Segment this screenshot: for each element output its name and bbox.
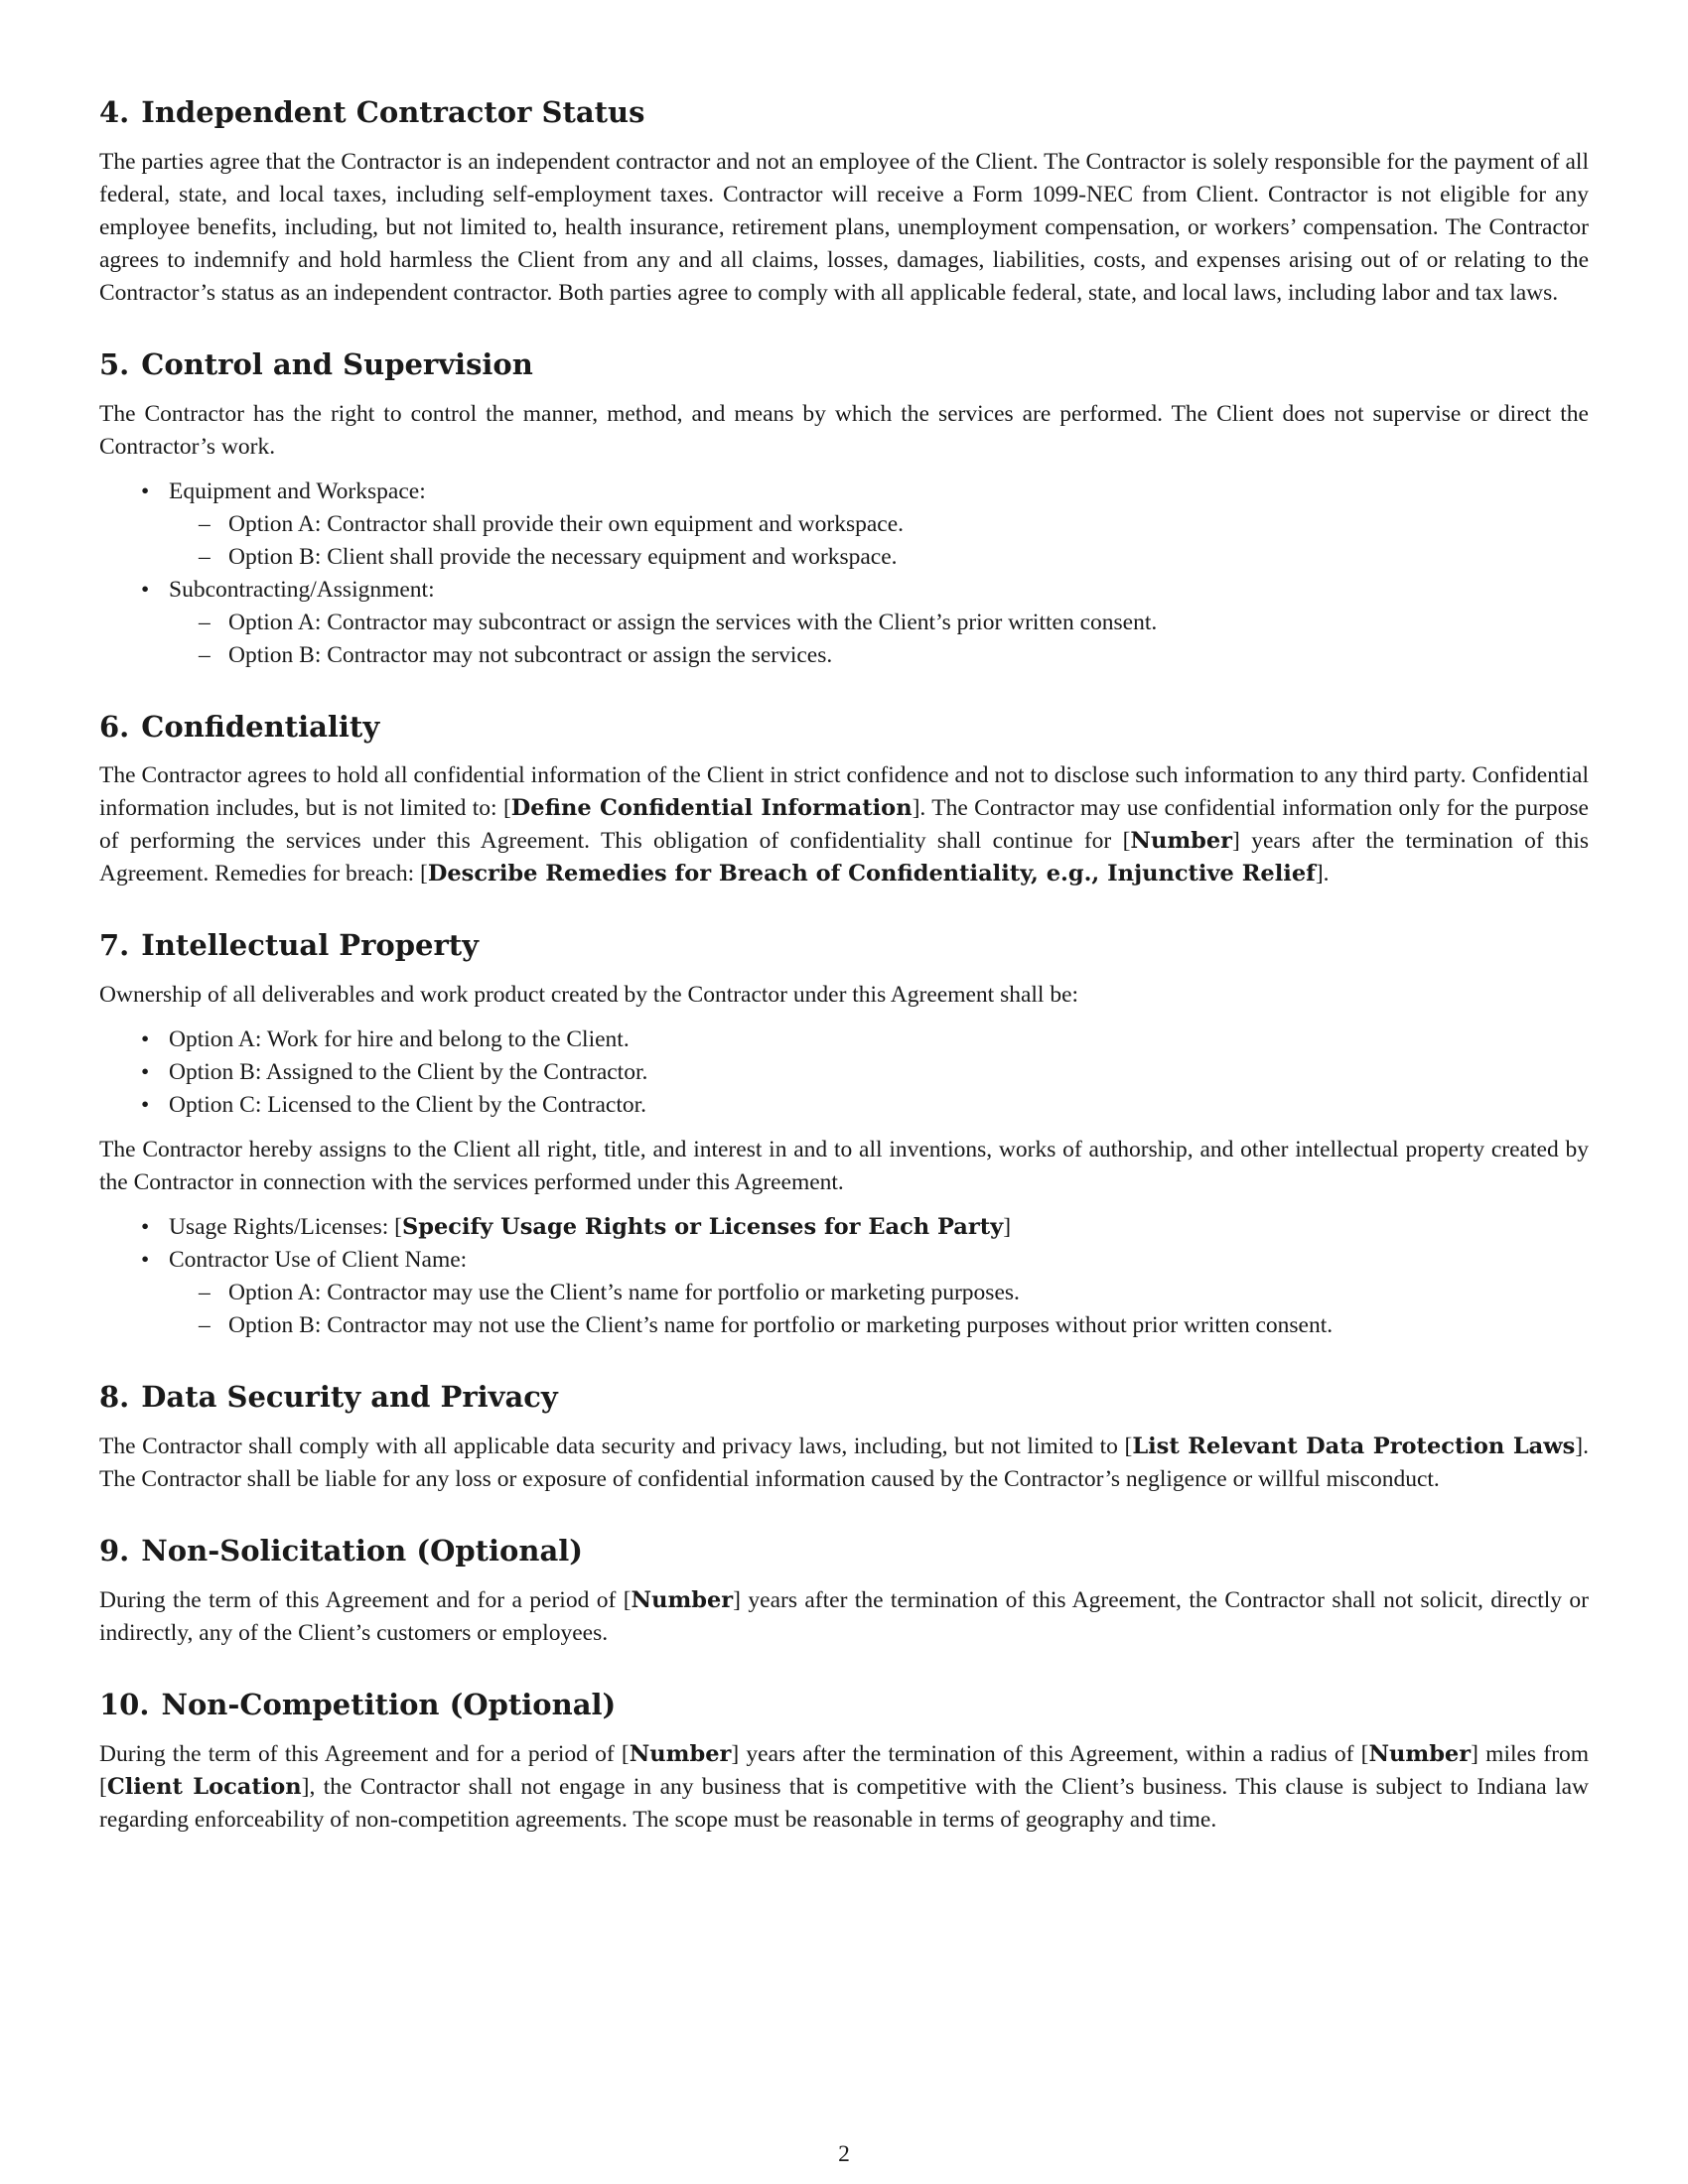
list-item (99, 476, 1589, 574)
section-number: 7. (99, 928, 130, 963)
text-run: During the term of this Agreement and for a period of [ (99, 1740, 630, 1767)
placeholder-field: Number (1368, 1740, 1472, 1767)
section-paragraph (99, 1584, 1589, 1650)
text-run: The Contractor shall comply with all applicable data security and privacy laws, including, but not limited to [ (99, 1433, 1133, 1459)
placeholder-field: Define Confidential Information (510, 795, 913, 822)
list-item-label: Subcontracting/Assignment: (169, 576, 435, 603)
placeholder-field: List Relevant Data Protection Laws (1132, 1433, 1576, 1459)
text-run: ] years after the termination of this Agreement, within a radius of [ (731, 1740, 1369, 1767)
section-title: Confidentiality (141, 709, 380, 744)
text-run: ] (1003, 1214, 1012, 1241)
sub-list-item-text: Option B: Contractor may not subcontract or assign the services. (228, 641, 833, 668)
dash-icon: – (199, 510, 211, 537)
section-independent-contractor-status (99, 95, 1589, 310)
text-run: The Contractor agrees to hold all confidential information of the Client in strict confidence and not to disclose such information to any third party. Confidential information includes, but is not limited to: [ (99, 762, 1589, 822)
section-paragraph: The Contractor has the right to control the manner, method, and means by which the services are performed. The Client does not supervise or direct the Contractor’s work. (99, 400, 1589, 460)
text-run: ] years after the termination of this Agreement, the Contractor shall not solicit, directly or indirectly, any of the Client’s customers or employees. (99, 1586, 1589, 1646)
list-item-label: Equipment and Workspace: (169, 478, 426, 504)
placeholder-field: Number (1130, 828, 1233, 855)
sub-list-item (169, 508, 1589, 541)
text-run: ]. The Contractor may use confidential information only for the purpose of performing the services under this Agreement. This obligation of confidentiality shall continue for [ (99, 795, 1589, 855)
bullet-icon: • (141, 1059, 150, 1086)
section-number: 8. (99, 1380, 130, 1415)
section-title: Control and Supervision (141, 346, 533, 381)
sub-list-item-text: Option A: Contractor may subcontract or assign the services with the Client’s prior written consent. (228, 609, 1158, 635)
sub-list-item (169, 1277, 1589, 1309)
section-non-competition (99, 1688, 1589, 1837)
section-paragraph (99, 1431, 1589, 1496)
text-run: ], the Contractor shall not engage in any business that is competitive with the Client’s business. This clause is subject to Indiana law regarding enforceability of non-competition agreements. The scope must be reasonable in terms of geography and time. (99, 1773, 1589, 1833)
text-run: ]. The Contractor shall be liable for any loss or exposure of confidential information caused by the Contractor’s negligence or willful misconduct. (99, 1433, 1589, 1492)
section-heading (99, 710, 1589, 745)
sub-list-item (169, 1309, 1589, 1342)
dash-icon: – (199, 543, 211, 570)
dash-icon: – (199, 641, 211, 668)
list-item-label: Option A: Work for hire and belong to the Client. (169, 1026, 630, 1053)
bullet-icon: • (141, 1247, 150, 1274)
list-item (99, 1024, 1589, 1056)
section-heading (99, 347, 1589, 382)
list-item (99, 1244, 1589, 1342)
sub-list-item (169, 607, 1589, 639)
section-paragraph: The parties agree that the Contractor is an independent contractor and not an employee of the Client. The Contractor is solely responsible for the payment of all federal, state, and local taxes, including self-employment taxes. Contractor will receive a Form 1099-NEC from Client. Contractor is not eligible for any employee benefits, including, but not limited to, health insurance, retirement plans, unemployment compensation, or workers’ compensation. The Contractor agrees to indemnify and hold harmless the Client from any and all claims, losses, damages, liabilities, costs, and expenses arising out of or relating to the Contractor’s status as an independent contractor. Both parties agree to comply with all applicable federal, state, and local laws, including labor and tax laws. (99, 148, 1589, 306)
document-body (99, 95, 1589, 1874)
sub-list-item-text: Option A: Contractor may use the Client’s name for portfolio or marketing purposes. (228, 1280, 1020, 1306)
placeholder-field: Describe Remedies for Breach of Confidentiality, e.g., Injunctive Relief (427, 861, 1316, 887)
list-item-label: Contractor Use of Client Name: (169, 1247, 468, 1274)
placeholder-field: Client Location (106, 1773, 302, 1800)
text-run: ]. (1315, 861, 1330, 887)
sub-list-item (169, 639, 1589, 672)
section-number: 6. (99, 709, 130, 744)
section-title: Intellectual Property (141, 928, 479, 963)
bullet-icon: • (141, 1214, 150, 1241)
dash-icon: – (199, 609, 211, 635)
section-number: 9. (99, 1533, 130, 1568)
section-number: 5. (99, 346, 130, 381)
sub-list (169, 607, 1589, 672)
text-run: Usage Rights/Licenses: [ (169, 1214, 402, 1241)
section-confidentiality (99, 710, 1589, 891)
sub-list (169, 508, 1589, 574)
list-item-label: Option C: Licensed to the Client by the Contractor. (169, 1092, 647, 1119)
section-control-and-supervision (99, 347, 1589, 672)
section-heading (99, 928, 1589, 963)
section-paragraph (99, 759, 1589, 890)
section-number: 4. (99, 95, 130, 129)
section-paragraph: Ownership of all deliverables and work product created by the Contractor under this Agreement shall be: (99, 982, 1079, 1009)
section-title: Non-Solicitation (Optional) (141, 1533, 583, 1568)
placeholder-field: Specify Usage Rights or Licenses for Each Party (401, 1214, 1004, 1241)
list-item (99, 1211, 1589, 1244)
text-run: ] miles from [ (99, 1740, 1589, 1800)
section-title: Non-Competition (Optional) (161, 1687, 617, 1721)
bullet-icon: • (141, 1026, 150, 1053)
bullet-icon: • (141, 576, 150, 603)
list-item (99, 1089, 1589, 1122)
section-paragraph: The Contractor hereby assigns to the Client all right, title, and interest in and to all inventions, works of authorship, and other intellectual property created by the Contractor in connection with the services performed under this Agreement. (99, 1137, 1589, 1196)
bullet-list (99, 1211, 1589, 1342)
list-item (99, 1056, 1589, 1089)
section-heading (99, 1380, 1589, 1415)
bullet-list (99, 1024, 1589, 1122)
placeholder-field: Number (629, 1740, 732, 1767)
bullet-icon: • (141, 478, 150, 504)
sub-list-item-text: Option B: Contractor may not use the Client’s name for portfolio or marketing purposes without prior written consent. (228, 1312, 1334, 1339)
sub-list-item (169, 541, 1589, 574)
section-heading (99, 95, 1589, 130)
bullet-list (99, 476, 1589, 672)
sub-list (169, 1277, 1589, 1342)
sub-list-item-text: Option B: Client shall provide the necessary equipment and workspace. (228, 543, 898, 570)
section-intellectual-property (99, 928, 1589, 1342)
section-non-solicitation (99, 1534, 1589, 1650)
text-run: ] years after the termination of this Agreement. Remedies for breach: [ (99, 828, 1589, 887)
section-title: Data Security and Privacy (141, 1380, 558, 1415)
list-item-label: Option B: Assigned to the Client by the Contractor. (169, 1059, 648, 1086)
section-paragraph (99, 1738, 1589, 1837)
page-number: 2 (838, 2141, 850, 2167)
placeholder-field: Number (631, 1586, 734, 1613)
section-title: Independent Contractor Status (141, 95, 645, 129)
bullet-icon: • (141, 1092, 150, 1119)
section-heading (99, 1534, 1589, 1569)
dash-icon: – (199, 1280, 211, 1306)
dash-icon: – (199, 1312, 211, 1339)
list-item (99, 574, 1589, 672)
text-run: During the term of this Agreement and for a period of [ (99, 1586, 632, 1613)
sub-list-item-text: Option A: Contractor shall provide their own equipment and workspace. (228, 510, 905, 537)
section-data-security-and-privacy (99, 1380, 1589, 1496)
section-number: 10. (99, 1687, 150, 1721)
section-heading (99, 1688, 1589, 1722)
